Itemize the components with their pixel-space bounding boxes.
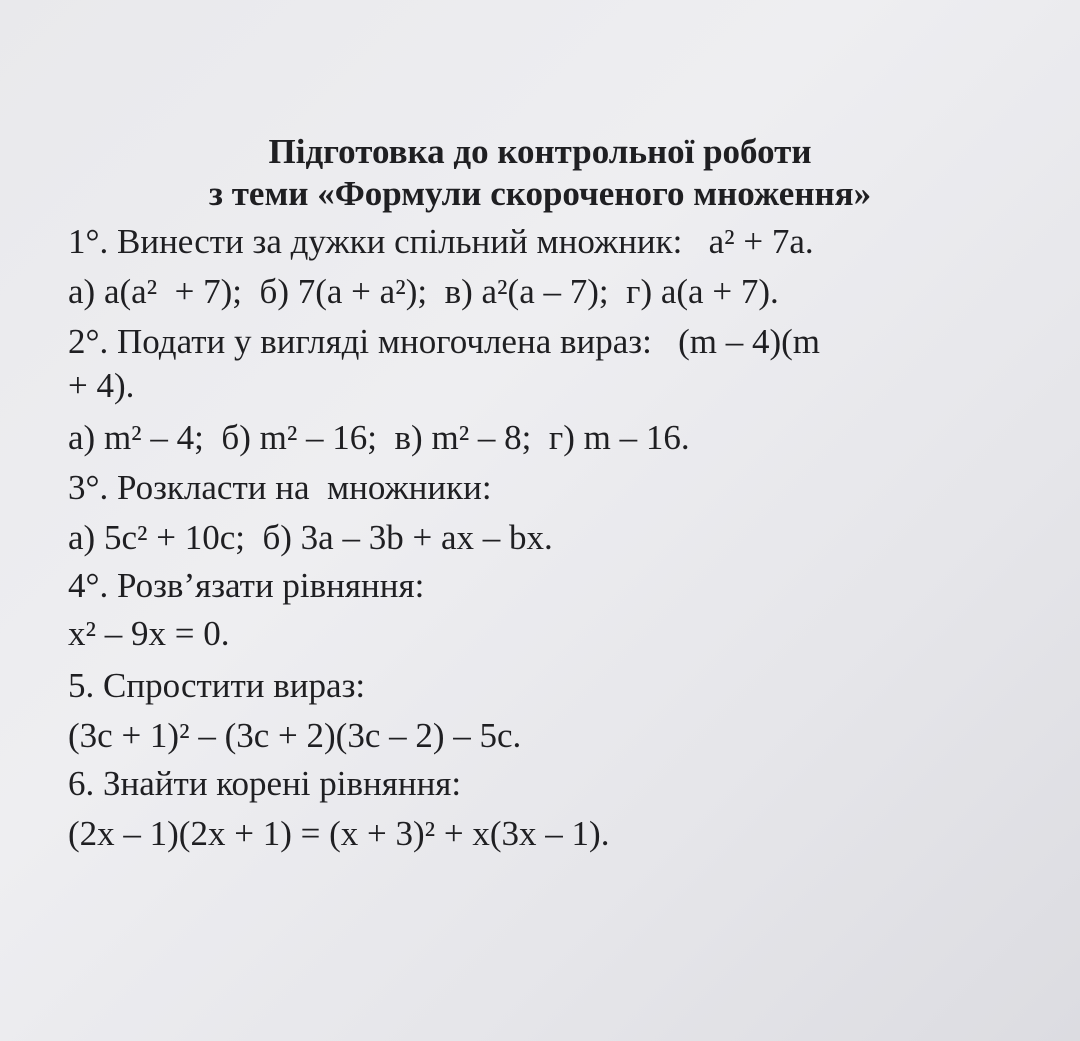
task-1-statement: 1°. Винести за дужки спільний множник: a² + 7a. [68,222,814,261]
task-3-statement: 3°. Розкласти на множники: [68,468,492,507]
task-1-answer-options: а) a(a² + 7); б) 7(a + a²); в) a²(a – 7); г) a(a + 7). [68,272,779,311]
task-4-equation: x² – 9x = 0. [68,614,230,653]
task-2-statement: 2°. Подати у вигляді многочлена вираз: (m – 4)(m [68,322,820,361]
task-6-statement: 6. Знайти корені рівняння: [68,764,462,803]
task-3-expressions: а) 5c² + 10c; б) 3a – 3b + ax – bx. [68,518,553,557]
task-4-statement: 4°. Розв’язати рівняння: [68,566,425,605]
task-5-statement: 5. Спростити вираз: [68,666,366,705]
task-2-statement-continued: + 4). [68,366,135,405]
task-5-expression: (3c + 1)² – (3c + 2)(3c – 2) – 5c. [68,716,522,755]
task-6-equation: (2x – 1)(2x + 1) = (x + 3)² + x(3x – 1). [68,814,610,853]
task-2-answer-options: а) m² – 4; б) m² – 16; в) m² – 8; г) m – 16. [68,418,690,457]
document-title-line-1: Підготовка до контрольної роботи [268,132,812,171]
document-title-line-2: з теми «Формули скороченого множення» [208,174,872,213]
